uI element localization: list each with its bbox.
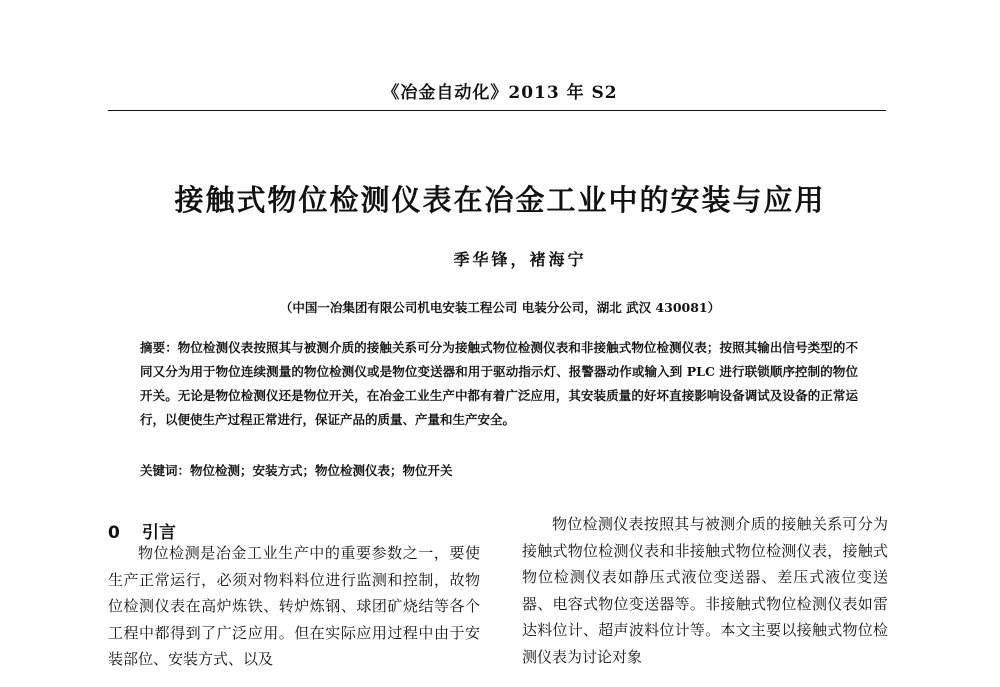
- keywords: [140, 461, 858, 479]
- abstract: [140, 336, 858, 432]
- section-number: 0: [108, 523, 120, 543]
- abstract-text: 物位检测仪表按照其与被测介质的接触关系可分为接触式物位检测仪表和非接触式物位检测仪表；按照其输出信号类型的不同又分为用于物位连续测量的物位检测仪或是物位变送器和用于驱动指示灯、报警器动作或输入到 PLC 进行联锁顺序控制的物位开关。无论是物位检测仪还是物位开关，在冶金工业生产中都有着广泛应用，其安装质量的好坏直接影响设备调试及设备的正常运行，以便使生产过程正常进行，保证产品的质量、产量和生产安全。: [140, 340, 858, 427]
- body-column-left: [108, 540, 480, 673]
- header-rule: [108, 110, 886, 111]
- body-column-right: [522, 511, 888, 670]
- article-authors: 季华锋，褚海宁: [453, 250, 587, 269]
- body-paragraph: 物位检测仪表按照其与被测介质的接触关系可分为接触式物位检测仪表和非接触式物位检测仪表，接触式物位检测仪表如静压式液位变送器、差压式液位变送器、电容式物位变送器等。非接触式物位检测仪表如雷达料位计、超声波料位计等。本文主要以接触式物位检测仪表为讨论对象: [522, 515, 888, 666]
- journal-header: 《冶金自动化》2013 年 S2: [382, 83, 618, 103]
- keywords-text: 物位检测；安装方式；物位检测仪表；物位开关: [190, 463, 453, 478]
- body-paragraph: 物位检测是冶金工业生产中的重要参数之一，要使生产正常运行，必须对物料料位进行监测和控制，故物位检测仪表在高炉炼铁、转炉炼钢、球团矿烧结等各个工程中都得到了广泛应用。但在实际应用过程中由于安装部位、安装方式、以及: [108, 544, 480, 668]
- section-title: 引言: [142, 523, 176, 543]
- keywords-label: 关键词：: [140, 463, 191, 478]
- abstract-label: 摘要：: [140, 340, 178, 355]
- article-title: 接触式物位检测仪表在冶金工业中的安装与应用: [174, 183, 826, 217]
- author-affiliation: （中国一冶集团有限公司机电安装工程公司 电装分公司，湖北 武汉 430081）: [279, 300, 721, 315]
